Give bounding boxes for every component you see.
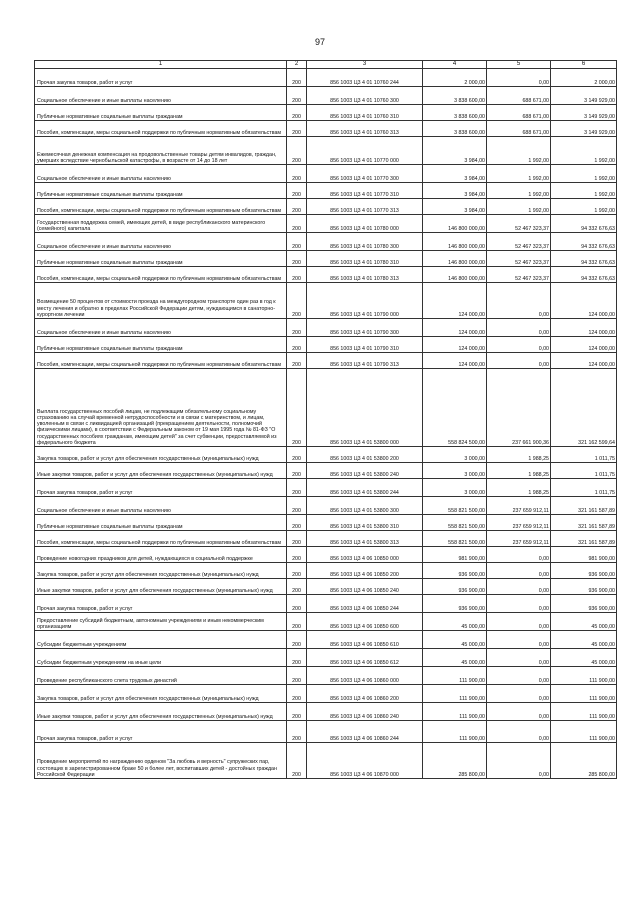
row-group-cell: 200 <box>287 137 307 165</box>
table-body <box>35 69 617 779</box>
row-plan-cell: 936 900,00 <box>423 595 487 613</box>
row-code-cell: 856 1003 Ц3 4 01 53800 313 <box>307 531 423 547</box>
row-executed-cell: 0,00 <box>487 703 551 721</box>
page-number: 97 <box>314 37 325 47</box>
row-executed-cell: 237 659 912,11 <box>487 497 551 515</box>
row-remaining-cell: 1 992,00 <box>551 165 617 183</box>
row-name-cell: Закупка товаров, работ и услуг для обеспечения государственных (муниципальных) нужд <box>35 447 287 463</box>
row-plan-cell: 285 800,00 <box>423 743 487 779</box>
row-executed-cell: 0,00 <box>487 319 551 337</box>
row-executed-cell: 52 467 323,37 <box>487 233 551 251</box>
row-plan-cell: 936 900,00 <box>423 579 487 595</box>
row-name-cell: Публичные нормативные социальные выплаты гражданам <box>35 183 287 199</box>
row-remaining-cell: 285 800,00 <box>551 743 617 779</box>
row-executed-cell: 0,00 <box>487 631 551 649</box>
row-code-cell: 856 1003 Ц3 4 06 10850 610 <box>307 631 423 649</box>
row-plan-cell: 558 824 500,00 <box>423 369 487 447</box>
row-code-cell: 856 1003 Ц3 4 01 10770 300 <box>307 165 423 183</box>
row-plan-cell: 111 900,00 <box>423 685 487 703</box>
row-name-cell: Иные закупки товаров, работ и услуг для обеспечения государственных (муниципальных) нужд <box>35 703 287 721</box>
row-name-cell: Проведение мероприятий по награждению орденом "За любовь и верность" супружеских пар, состоящих в зарегистрированном браке 50 и более лет, воспитавших детей - достойных граждан Российской Федерации <box>35 743 287 779</box>
row-executed-cell: 237 659 912,11 <box>487 515 551 531</box>
row-executed-cell: 1 992,00 <box>487 137 551 165</box>
row-remaining-cell: 936 900,00 <box>551 579 617 595</box>
table-row <box>35 631 617 649</box>
row-code-cell: 856 1003 Ц3 4 01 10760 310 <box>307 105 423 121</box>
row-executed-cell: 0,00 <box>487 649 551 667</box>
row-remaining-cell: 981 900,00 <box>551 547 617 563</box>
row-code-cell: 856 1003 Ц3 4 06 10850 240 <box>307 579 423 595</box>
column-header: 4 <box>423 61 487 69</box>
row-code-cell: 856 1003 Ц3 4 01 10760 313 <box>307 121 423 137</box>
row-executed-cell: 0,00 <box>487 613 551 631</box>
table-row <box>35 563 617 579</box>
row-group-cell: 200 <box>287 183 307 199</box>
row-name-cell: Прочая закупка товаров, работ и услуг <box>35 69 287 87</box>
row-plan-cell: 146 800 000,00 <box>423 267 487 283</box>
row-remaining-cell: 124 000,00 <box>551 337 617 353</box>
row-plan-cell: 146 800 000,00 <box>423 251 487 267</box>
table-row <box>35 165 617 183</box>
row-plan-cell: 124 000,00 <box>423 283 487 319</box>
row-remaining-cell: 111 900,00 <box>551 685 617 703</box>
row-plan-cell: 45 000,00 <box>423 649 487 667</box>
table-row <box>35 337 617 353</box>
row-name-cell: Публичные нормативные социальные выплаты гражданам <box>35 251 287 267</box>
table-row <box>35 515 617 531</box>
row-name-cell: Прочая закупка товаров, работ и услуг <box>35 479 287 497</box>
row-plan-cell: 558 821 500,00 <box>423 515 487 531</box>
row-code-cell: 856 1003 Ц3 4 06 10860 200 <box>307 685 423 703</box>
table-row <box>35 479 617 497</box>
row-name-cell: Публичные нормативные социальные выплаты гражданам <box>35 515 287 531</box>
row-code-cell: 856 1003 Ц3 4 01 10770 313 <box>307 199 423 215</box>
row-group-cell: 200 <box>287 579 307 595</box>
row-name-cell: Закупка товаров, работ и услуг для обеспечения государственных (муниципальных) нужд <box>35 685 287 703</box>
row-executed-cell: 688 671,00 <box>487 121 551 137</box>
row-group-cell: 200 <box>287 685 307 703</box>
row-code-cell: 856 1003 Ц3 4 01 10760 300 <box>307 87 423 105</box>
row-code-cell: 856 1003 Ц3 4 06 10860 244 <box>307 721 423 743</box>
row-code-cell: 856 1003 Ц3 4 01 10780 310 <box>307 251 423 267</box>
row-remaining-cell: 1 992,00 <box>551 183 617 199</box>
table-row <box>35 613 617 631</box>
row-plan-cell: 45 000,00 <box>423 613 487 631</box>
row-plan-cell: 3 984,00 <box>423 137 487 165</box>
row-remaining-cell: 2 000,00 <box>551 69 617 87</box>
row-remaining-cell: 124 000,00 <box>551 319 617 337</box>
row-name-cell: Прочая закупка товаров, работ и услуг <box>35 595 287 613</box>
table-row <box>35 69 617 87</box>
row-remaining-cell: 3 149 929,00 <box>551 105 617 121</box>
row-name-cell: Социальное обеспечение и иные выплаты населению <box>35 165 287 183</box>
table-row <box>35 721 617 743</box>
row-code-cell: 856 1003 Ц3 4 01 10780 300 <box>307 233 423 251</box>
row-remaining-cell: 321 161 587,89 <box>551 531 617 547</box>
row-executed-cell: 1 992,00 <box>487 183 551 199</box>
row-executed-cell: 52 467 323,37 <box>487 251 551 267</box>
row-group-cell: 200 <box>287 497 307 515</box>
row-executed-cell: 688 671,00 <box>487 105 551 121</box>
row-plan-cell: 45 000,00 <box>423 631 487 649</box>
table-row <box>35 743 617 779</box>
row-executed-cell: 1 988,25 <box>487 447 551 463</box>
table-row <box>35 447 617 463</box>
row-group-cell: 200 <box>287 121 307 137</box>
row-executed-cell: 0,00 <box>487 563 551 579</box>
row-group-cell: 200 <box>287 283 307 319</box>
row-group-cell: 200 <box>287 353 307 369</box>
row-executed-cell: 688 671,00 <box>487 87 551 105</box>
table-row <box>35 215 617 233</box>
row-name-cell: Публичные нормативные социальные выплаты гражданам <box>35 105 287 121</box>
row-plan-cell: 3 000,00 <box>423 463 487 479</box>
row-group-cell: 200 <box>287 667 307 685</box>
row-group-cell: 200 <box>287 649 307 667</box>
row-name-cell: Социальное обеспечение и иные выплаты населению <box>35 233 287 251</box>
row-name-cell: Иные закупки товаров, работ и услуг для обеспечения государственных (муниципальных) нужд <box>35 579 287 595</box>
row-group-cell: 200 <box>287 479 307 497</box>
row-name-cell: Субсидии бюджетным учреждениям <box>35 631 287 649</box>
row-remaining-cell: 124 000,00 <box>551 283 617 319</box>
row-executed-cell: 0,00 <box>487 667 551 685</box>
row-remaining-cell: 111 900,00 <box>551 667 617 685</box>
row-code-cell: 856 1003 Ц3 4 01 10790 000 <box>307 283 423 319</box>
row-group-cell: 200 <box>287 215 307 233</box>
row-remaining-cell: 321 161 587,89 <box>551 515 617 531</box>
table-row <box>35 547 617 563</box>
row-group-cell: 200 <box>287 447 307 463</box>
column-header: 1 <box>35 61 287 69</box>
row-plan-cell: 981 900,00 <box>423 547 487 563</box>
table-row <box>35 199 617 215</box>
table-row <box>35 667 617 685</box>
row-group-cell: 200 <box>287 463 307 479</box>
row-code-cell: 856 1003 Ц3 4 01 10790 310 <box>307 337 423 353</box>
table-row <box>35 87 617 105</box>
row-plan-cell: 3 838 600,00 <box>423 87 487 105</box>
row-remaining-cell: 1 011,75 <box>551 479 617 497</box>
row-group-cell: 200 <box>287 369 307 447</box>
row-plan-cell: 111 900,00 <box>423 667 487 685</box>
row-code-cell: 856 1003 Ц3 4 06 10850 000 <box>307 547 423 563</box>
row-code-cell: 856 1003 Ц3 4 06 10850 612 <box>307 649 423 667</box>
column-header: 6 <box>551 61 617 69</box>
row-executed-cell: 1 992,00 <box>487 199 551 215</box>
row-plan-cell: 3 984,00 <box>423 183 487 199</box>
row-group-cell: 200 <box>287 721 307 743</box>
row-executed-cell: 0,00 <box>487 579 551 595</box>
table-row <box>35 183 617 199</box>
row-code-cell: 856 1003 Ц3 4 01 10770 310 <box>307 183 423 199</box>
row-remaining-cell: 94 332 676,63 <box>551 267 617 283</box>
row-executed-cell: 0,00 <box>487 721 551 743</box>
table-row <box>35 233 617 251</box>
table-row <box>35 267 617 283</box>
row-code-cell: 856 1003 Ц3 4 01 53800 300 <box>307 497 423 515</box>
row-executed-cell: 0,00 <box>487 69 551 87</box>
row-executed-cell: 0,00 <box>487 547 551 563</box>
row-remaining-cell: 45 000,00 <box>551 649 617 667</box>
row-group-cell: 200 <box>287 165 307 183</box>
row-executed-cell: 0,00 <box>487 743 551 779</box>
row-code-cell: 856 1003 Ц3 4 01 10790 300 <box>307 319 423 337</box>
row-code-cell: 856 1003 Ц3 4 01 10790 313 <box>307 353 423 369</box>
row-name-cell: Выплата государственных пособий лицам, не подлежащим обязательному социальному страхованию на случай временной нетрудоспособности и в связи с материнством, и лицам, уволенным в связи с ликвидацией организаций (прекращением деятельности, полномочий физическими лицами), в соответствии с Федеральным законом от 19 мая 1995 года № 81-ФЗ "О государственных пособиях гражданам, имеющим детей" за счет субвенции, предоставляемой из федерального бюджета <box>35 369 287 447</box>
row-plan-cell: 111 900,00 <box>423 703 487 721</box>
row-group-cell: 200 <box>287 743 307 779</box>
row-plan-cell: 2 000,00 <box>423 69 487 87</box>
row-plan-cell: 146 800 000,00 <box>423 215 487 233</box>
table-row <box>35 579 617 595</box>
row-executed-cell: 0,00 <box>487 353 551 369</box>
row-remaining-cell: 936 900,00 <box>551 595 617 613</box>
row-remaining-cell: 321 162 599,64 <box>551 369 617 447</box>
row-remaining-cell: 45 000,00 <box>551 631 617 649</box>
row-executed-cell: 0,00 <box>487 283 551 319</box>
table-row <box>35 463 617 479</box>
row-code-cell: 856 1003 Ц3 4 01 53800 244 <box>307 479 423 497</box>
table-row <box>35 283 617 319</box>
table-row <box>35 531 617 547</box>
row-name-cell: Пособия, компенсации, меры социальной поддержки по публичным нормативным обязательствам <box>35 267 287 283</box>
table-row <box>35 685 617 703</box>
row-name-cell: Социальное обеспечение и иные выплаты населению <box>35 87 287 105</box>
row-group-cell: 200 <box>287 531 307 547</box>
row-name-cell: Социальное обеспечение и иные выплаты населению <box>35 497 287 515</box>
row-code-cell: 856 1003 Ц3 4 06 10850 244 <box>307 595 423 613</box>
row-code-cell: 856 1003 Ц3 4 01 53800 200 <box>307 447 423 463</box>
row-remaining-cell: 94 332 676,63 <box>551 233 617 251</box>
row-name-cell: Предоставление субсидий бюджетным, автономным учреждениям и иным некоммерческим организациям <box>35 613 287 631</box>
row-name-cell: Пособия, компенсации, меры социальной поддержки по публичным нормативным обязательствам <box>35 531 287 547</box>
row-code-cell: 856 1003 Ц3 4 01 53800 000 <box>307 369 423 447</box>
row-group-cell: 200 <box>287 703 307 721</box>
row-executed-cell: 1 992,00 <box>487 165 551 183</box>
row-plan-cell: 3 984,00 <box>423 165 487 183</box>
row-group-cell: 200 <box>287 105 307 121</box>
row-executed-cell: 1 988,25 <box>487 463 551 479</box>
row-group-cell: 200 <box>287 87 307 105</box>
row-group-cell: 200 <box>287 631 307 649</box>
row-name-cell: Государственная поддержка семей, имеющих детей, в виде республиканского материнского (семейного) капитала <box>35 215 287 233</box>
row-plan-cell: 124 000,00 <box>423 353 487 369</box>
column-header: 2 <box>287 61 307 69</box>
row-remaining-cell: 111 900,00 <box>551 721 617 743</box>
row-code-cell: 856 1003 Ц3 4 06 10850 600 <box>307 613 423 631</box>
budget-table <box>34 60 617 779</box>
row-group-cell: 200 <box>287 267 307 283</box>
row-remaining-cell: 1 011,75 <box>551 463 617 479</box>
row-name-cell: Проведение республиканского слета трудовых династий <box>35 667 287 685</box>
row-code-cell: 856 1003 Ц3 4 01 10770 000 <box>307 137 423 165</box>
table-row <box>35 595 617 613</box>
table-row <box>35 353 617 369</box>
column-header: 3 <box>307 61 423 69</box>
row-executed-cell: 237 661 900,36 <box>487 369 551 447</box>
row-name-cell: Прочая закупка товаров, работ и услуг <box>35 721 287 743</box>
row-group-cell: 200 <box>287 547 307 563</box>
row-executed-cell: 0,00 <box>487 337 551 353</box>
row-group-cell: 200 <box>287 613 307 631</box>
row-group-cell: 200 <box>287 563 307 579</box>
row-plan-cell: 3 838 600,00 <box>423 105 487 121</box>
row-code-cell: 856 1003 Ц3 4 01 53800 240 <box>307 463 423 479</box>
row-name-cell: Иные закупки товаров, работ и услуг для обеспечения государственных (муниципальных) нужд <box>35 463 287 479</box>
row-executed-cell: 52 467 323,37 <box>487 215 551 233</box>
row-name-cell: Пособия, компенсации, меры социальной поддержки по публичным нормативным обязательствам <box>35 121 287 137</box>
row-remaining-cell: 321 161 587,89 <box>551 497 617 515</box>
row-code-cell: 856 1003 Ц3 4 06 10860 240 <box>307 703 423 721</box>
row-group-cell: 200 <box>287 199 307 215</box>
table-row <box>35 497 617 515</box>
table-row <box>35 251 617 267</box>
table-row <box>35 319 617 337</box>
row-code-cell: 856 1003 Ц3 4 06 10850 200 <box>307 563 423 579</box>
table-row <box>35 121 617 137</box>
row-group-cell: 200 <box>287 319 307 337</box>
row-name-cell: Социальное обеспечение и иные выплаты населению <box>35 319 287 337</box>
row-group-cell: 200 <box>287 515 307 531</box>
table-row <box>35 105 617 121</box>
row-name-cell: Субсидии бюджетным учреждениям на иные цели <box>35 649 287 667</box>
row-name-cell: Ежемесячная денежная компенсация на продовольственные товары детям инвалидов, граждан, умерших вследствие чернобыльской катастрофы, в возрасте от 14 до 18 лет <box>35 137 287 165</box>
row-name-cell: Закупка товаров, работ и услуг для обеспечения государственных (муниципальных) нужд <box>35 563 287 579</box>
row-plan-cell: 146 800 000,00 <box>423 233 487 251</box>
row-code-cell: 856 1003 Ц3 4 06 10870 000 <box>307 743 423 779</box>
row-name-cell: Публичные нормативные социальные выплаты гражданам <box>35 337 287 353</box>
row-plan-cell: 936 900,00 <box>423 563 487 579</box>
row-group-cell: 200 <box>287 337 307 353</box>
row-remaining-cell: 1 011,75 <box>551 447 617 463</box>
table-row <box>35 649 617 667</box>
row-code-cell: 856 1003 Ц3 4 01 10780 313 <box>307 267 423 283</box>
row-executed-cell: 1 988,25 <box>487 479 551 497</box>
row-name-cell: Возмещение 50 процентов от стоимости проезда на междугородном транспорте один раз в год к месту лечения и обратно в пределах Российской Федерации детям, нуждающимся в санаторно-курортном лечении <box>35 283 287 319</box>
row-group-cell: 200 <box>287 251 307 267</box>
row-code-cell: 856 1003 Ц3 4 01 10760 244 <box>307 69 423 87</box>
row-group-cell: 200 <box>287 595 307 613</box>
row-code-cell: 856 1003 Ц3 4 06 10860 000 <box>307 667 423 685</box>
row-plan-cell: 3 838 600,00 <box>423 121 487 137</box>
row-name-cell: Проведение новогодних праздников для детей, нуждающихся в социальной поддержке <box>35 547 287 563</box>
row-plan-cell: 3 000,00 <box>423 479 487 497</box>
row-group-cell: 200 <box>287 233 307 251</box>
row-plan-cell: 124 000,00 <box>423 337 487 353</box>
row-remaining-cell: 111 900,00 <box>551 703 617 721</box>
table-row <box>35 137 617 165</box>
row-executed-cell: 0,00 <box>487 685 551 703</box>
row-code-cell: 856 1003 Ц3 4 01 10780 000 <box>307 215 423 233</box>
table-row <box>35 369 617 447</box>
row-plan-cell: 3 000,00 <box>423 447 487 463</box>
table-row <box>35 703 617 721</box>
row-code-cell: 856 1003 Ц3 4 01 53800 310 <box>307 515 423 531</box>
row-remaining-cell: 1 992,00 <box>551 137 617 165</box>
header-row <box>35 61 617 69</box>
row-plan-cell: 111 900,00 <box>423 721 487 743</box>
row-name-cell: Пособия, компенсации, меры социальной поддержки по публичным нормативным обязательствам <box>35 199 287 215</box>
row-remaining-cell: 124 000,00 <box>551 353 617 369</box>
row-remaining-cell: 3 149 929,00 <box>551 121 617 137</box>
row-remaining-cell: 1 992,00 <box>551 199 617 215</box>
row-executed-cell: 237 659 912,11 <box>487 531 551 547</box>
row-remaining-cell: 3 149 929,00 <box>551 87 617 105</box>
row-group-cell: 200 <box>287 69 307 87</box>
row-remaining-cell: 94 332 676,63 <box>551 251 617 267</box>
row-remaining-cell: 45 000,00 <box>551 613 617 631</box>
row-name-cell: Пособия, компенсации, меры социальной поддержки по публичным нормативным обязательствам <box>35 353 287 369</box>
row-plan-cell: 124 000,00 <box>423 319 487 337</box>
row-plan-cell: 3 984,00 <box>423 199 487 215</box>
row-executed-cell: 0,00 <box>487 595 551 613</box>
column-header: 5 <box>487 61 551 69</box>
row-plan-cell: 558 821 500,00 <box>423 531 487 547</box>
row-remaining-cell: 936 900,00 <box>551 563 617 579</box>
row-remaining-cell: 94 332 676,63 <box>551 215 617 233</box>
row-plan-cell: 558 821 500,00 <box>423 497 487 515</box>
row-executed-cell: 52 467 323,37 <box>487 267 551 283</box>
